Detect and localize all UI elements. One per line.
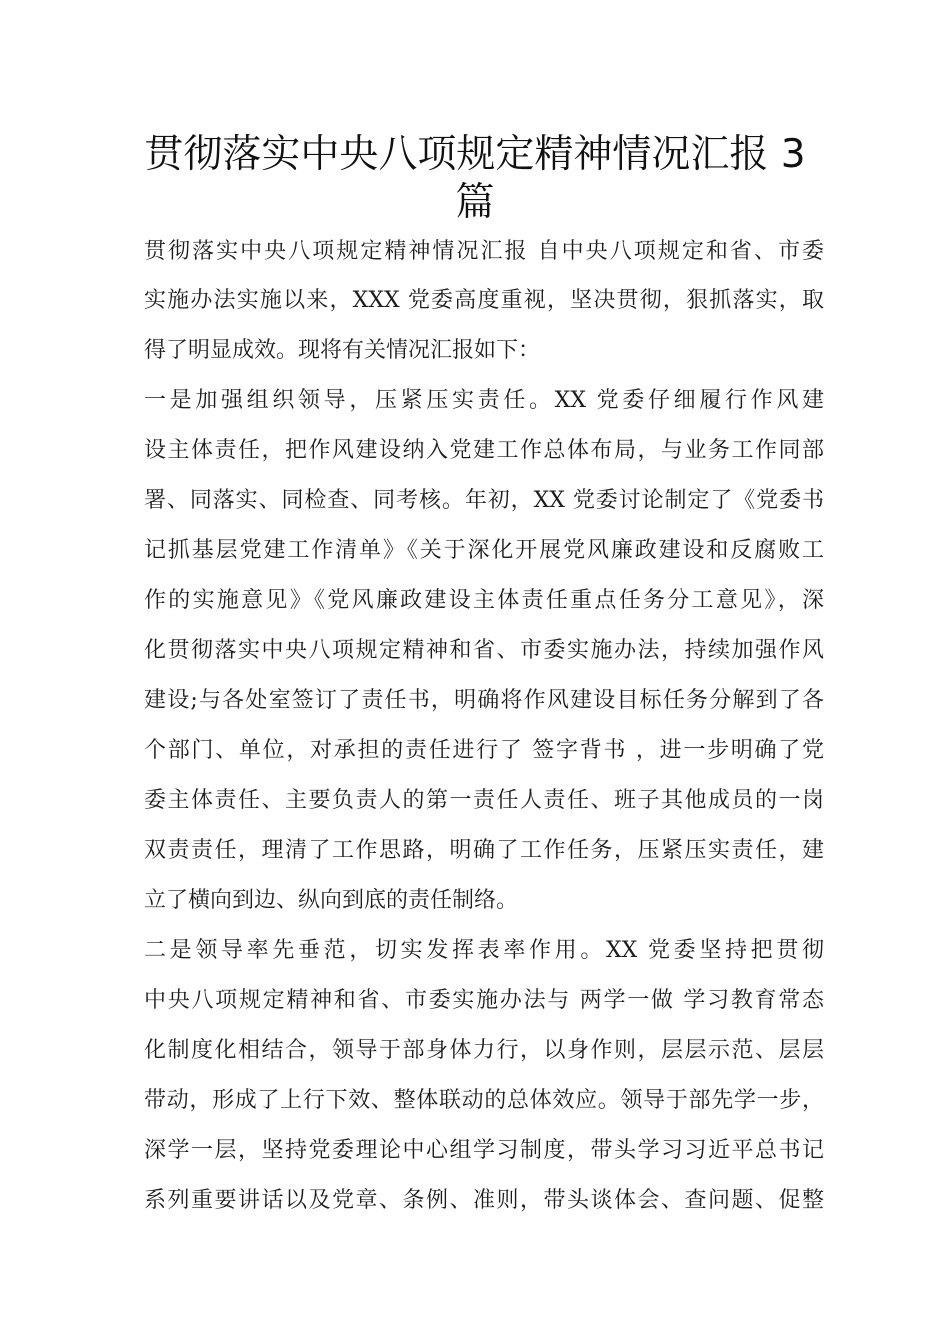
body-text-line: 立了横向到边、纵向到底的责任制络。: [144, 888, 519, 913]
body-text-line: 作的实施意见》《党风廉政建设主体责任重点任务分工意见》，深: [144, 588, 824, 613]
body-text-line: 设主体责任，把作风建设纳入党建工作总体布局，与业务工作同部: [144, 438, 824, 463]
body-text-line: 系列重要讲话以及党章、条例、准则，带头谈体会、查问题、促整: [144, 1188, 824, 1213]
body-text-line: 署、同落实、同检查、同考核。年初，XX 党委讨论制定了《党委书: [144, 488, 824, 513]
body-text-line: 得了明显成效。现将有关情况汇报如下：: [144, 338, 541, 363]
body-text-line: 一是加强组织领导，压紧压实责任。XX 党委仔细履行作风建: [144, 388, 824, 413]
body-text-line: 二是领导率先垂范，切实发挥表率作用。XX 党委坚持把贯彻: [144, 938, 824, 963]
document-title-line-2: 篇: [455, 180, 495, 225]
body-text-line: 贯彻落实中央八项规定精神情况汇报 自中央八项规定和省、市委: [144, 239, 824, 264]
body-text-line: 中央八项规定精神和省、市委实施办法与 两学一做 学习教育常态: [144, 988, 824, 1013]
body-text-line: 个部门、单位，对承担的责任进行了 签字背书 ，进一步明确了党: [144, 738, 824, 763]
body-text-line: 化制度化相结合，领导于部身体力行，以身作则，层层示范、层层: [144, 1038, 824, 1063]
body-text-line: 化贯彻落实中央八项规定精神和省、市委实施办法，持续加强作风: [144, 638, 824, 663]
document-title-line-1: 贯彻落实中央八项规定精神情况汇报 3: [144, 132, 806, 177]
body-text-line: 委主体责任、主要负责人的第一责任人责任、班子其他成员的一岗: [144, 788, 824, 813]
body-text-line: 建设;与各处室签订了责任书，明确将作风建设目标任务分解到了各: [144, 688, 824, 713]
body-text-line: 记抓基层党建工作清单》《关于深化开展党风廉政建设和反腐败工: [144, 538, 824, 563]
body-text-line: 带动，形成了上行下效、整体联动的总体效应。领导于部先学一步，: [144, 1088, 824, 1113]
body-text-line: 双责责任，理清了工作思路，明确了工作任务，压紧压实责任，建: [144, 838, 824, 863]
body-text-line: 实施办法实施以来，XXX 党委高度重视，坚决贯彻，狠抓落实，取: [144, 288, 824, 313]
body-text-line: 深学一层，坚持党委理论中心组学习制度，带头学习习近平总书记: [144, 1138, 824, 1163]
